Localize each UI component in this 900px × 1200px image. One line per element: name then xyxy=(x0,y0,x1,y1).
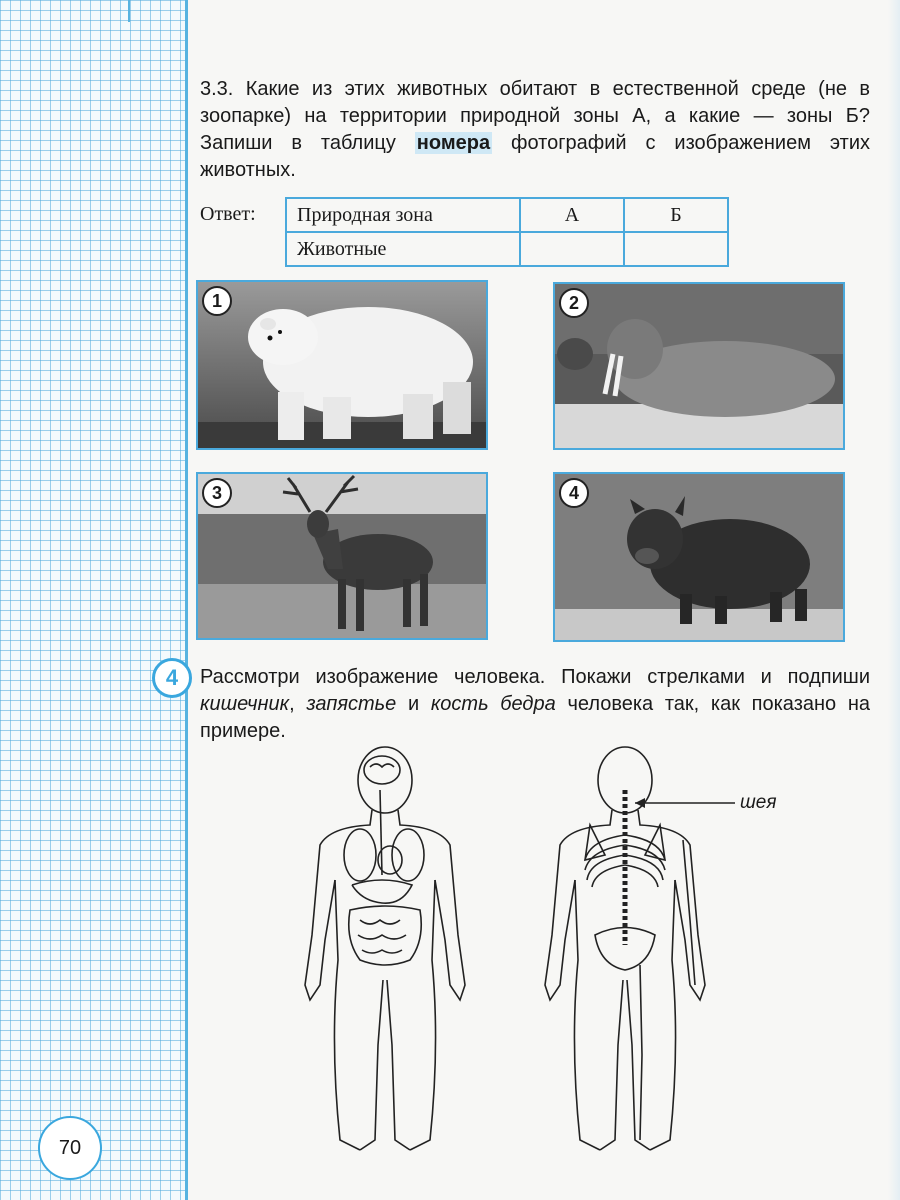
question-body: Какие из этих животных обитают в естественной среде (не в зоопарке) на территории природной зоны А, а какие — зоны Б? Запиши в таблицу xyxy=(200,78,870,154)
zone-b-answer-cell[interactable] xyxy=(624,232,728,266)
polar-bear-image xyxy=(198,282,486,448)
zone-a-header: А xyxy=(520,198,624,232)
photo-number-4: 4 xyxy=(559,478,589,508)
question-body-end: фотографий с изображением этих животных. xyxy=(200,132,870,181)
photo-number-1: 1 xyxy=(202,286,232,316)
top-marker-line xyxy=(128,0,130,22)
task-text-part2: человека так, как показано на примере. xyxy=(200,693,871,742)
question-emphasis: номера xyxy=(416,132,491,154)
deer-image xyxy=(198,474,486,638)
term-femur: кость бедра xyxy=(430,693,556,715)
photo-deer xyxy=(196,472,488,640)
answer-animals-row xyxy=(286,232,728,266)
question-number: 3.3. xyxy=(200,78,234,100)
term-wrist: запястье xyxy=(306,693,397,715)
task-text-part1: Рассмотри изображение человека. Покажи стрелками и подпиши xyxy=(200,666,870,688)
margin-divider xyxy=(185,0,188,1200)
photo-polar-bear xyxy=(196,280,488,450)
task-4-text xyxy=(200,664,870,745)
zone-a-answer-cell[interactable] xyxy=(520,232,624,266)
photo-boar xyxy=(553,472,845,642)
neck-label: шея xyxy=(740,792,777,813)
photo-number-2: 2 xyxy=(559,288,589,318)
task-number-badge: 4 xyxy=(152,658,192,698)
grid-margin xyxy=(0,0,185,1200)
answer-label: Ответ: xyxy=(200,203,256,225)
answer-table xyxy=(285,197,729,267)
page-edge xyxy=(888,0,900,1200)
answer-header-row xyxy=(286,198,728,232)
boar-image xyxy=(555,474,843,640)
front-figure-organs xyxy=(305,747,465,1150)
zone-b-header: Б xyxy=(624,198,728,232)
page-number: 70 xyxy=(38,1116,102,1180)
photo-walrus xyxy=(553,282,845,450)
task-sep1: , xyxy=(289,693,295,715)
term-intestine: кишечник xyxy=(200,693,290,715)
animals-row-label: Животные xyxy=(286,232,520,266)
back-figure-skeleton xyxy=(545,747,705,1150)
zone-header: Природная зона xyxy=(286,198,520,232)
human-figures-illustration xyxy=(290,745,810,1165)
photo-number-3: 3 xyxy=(202,478,232,508)
question-3-3-text xyxy=(200,76,870,184)
task-sep2: и xyxy=(408,693,420,715)
walrus-image xyxy=(555,284,843,448)
